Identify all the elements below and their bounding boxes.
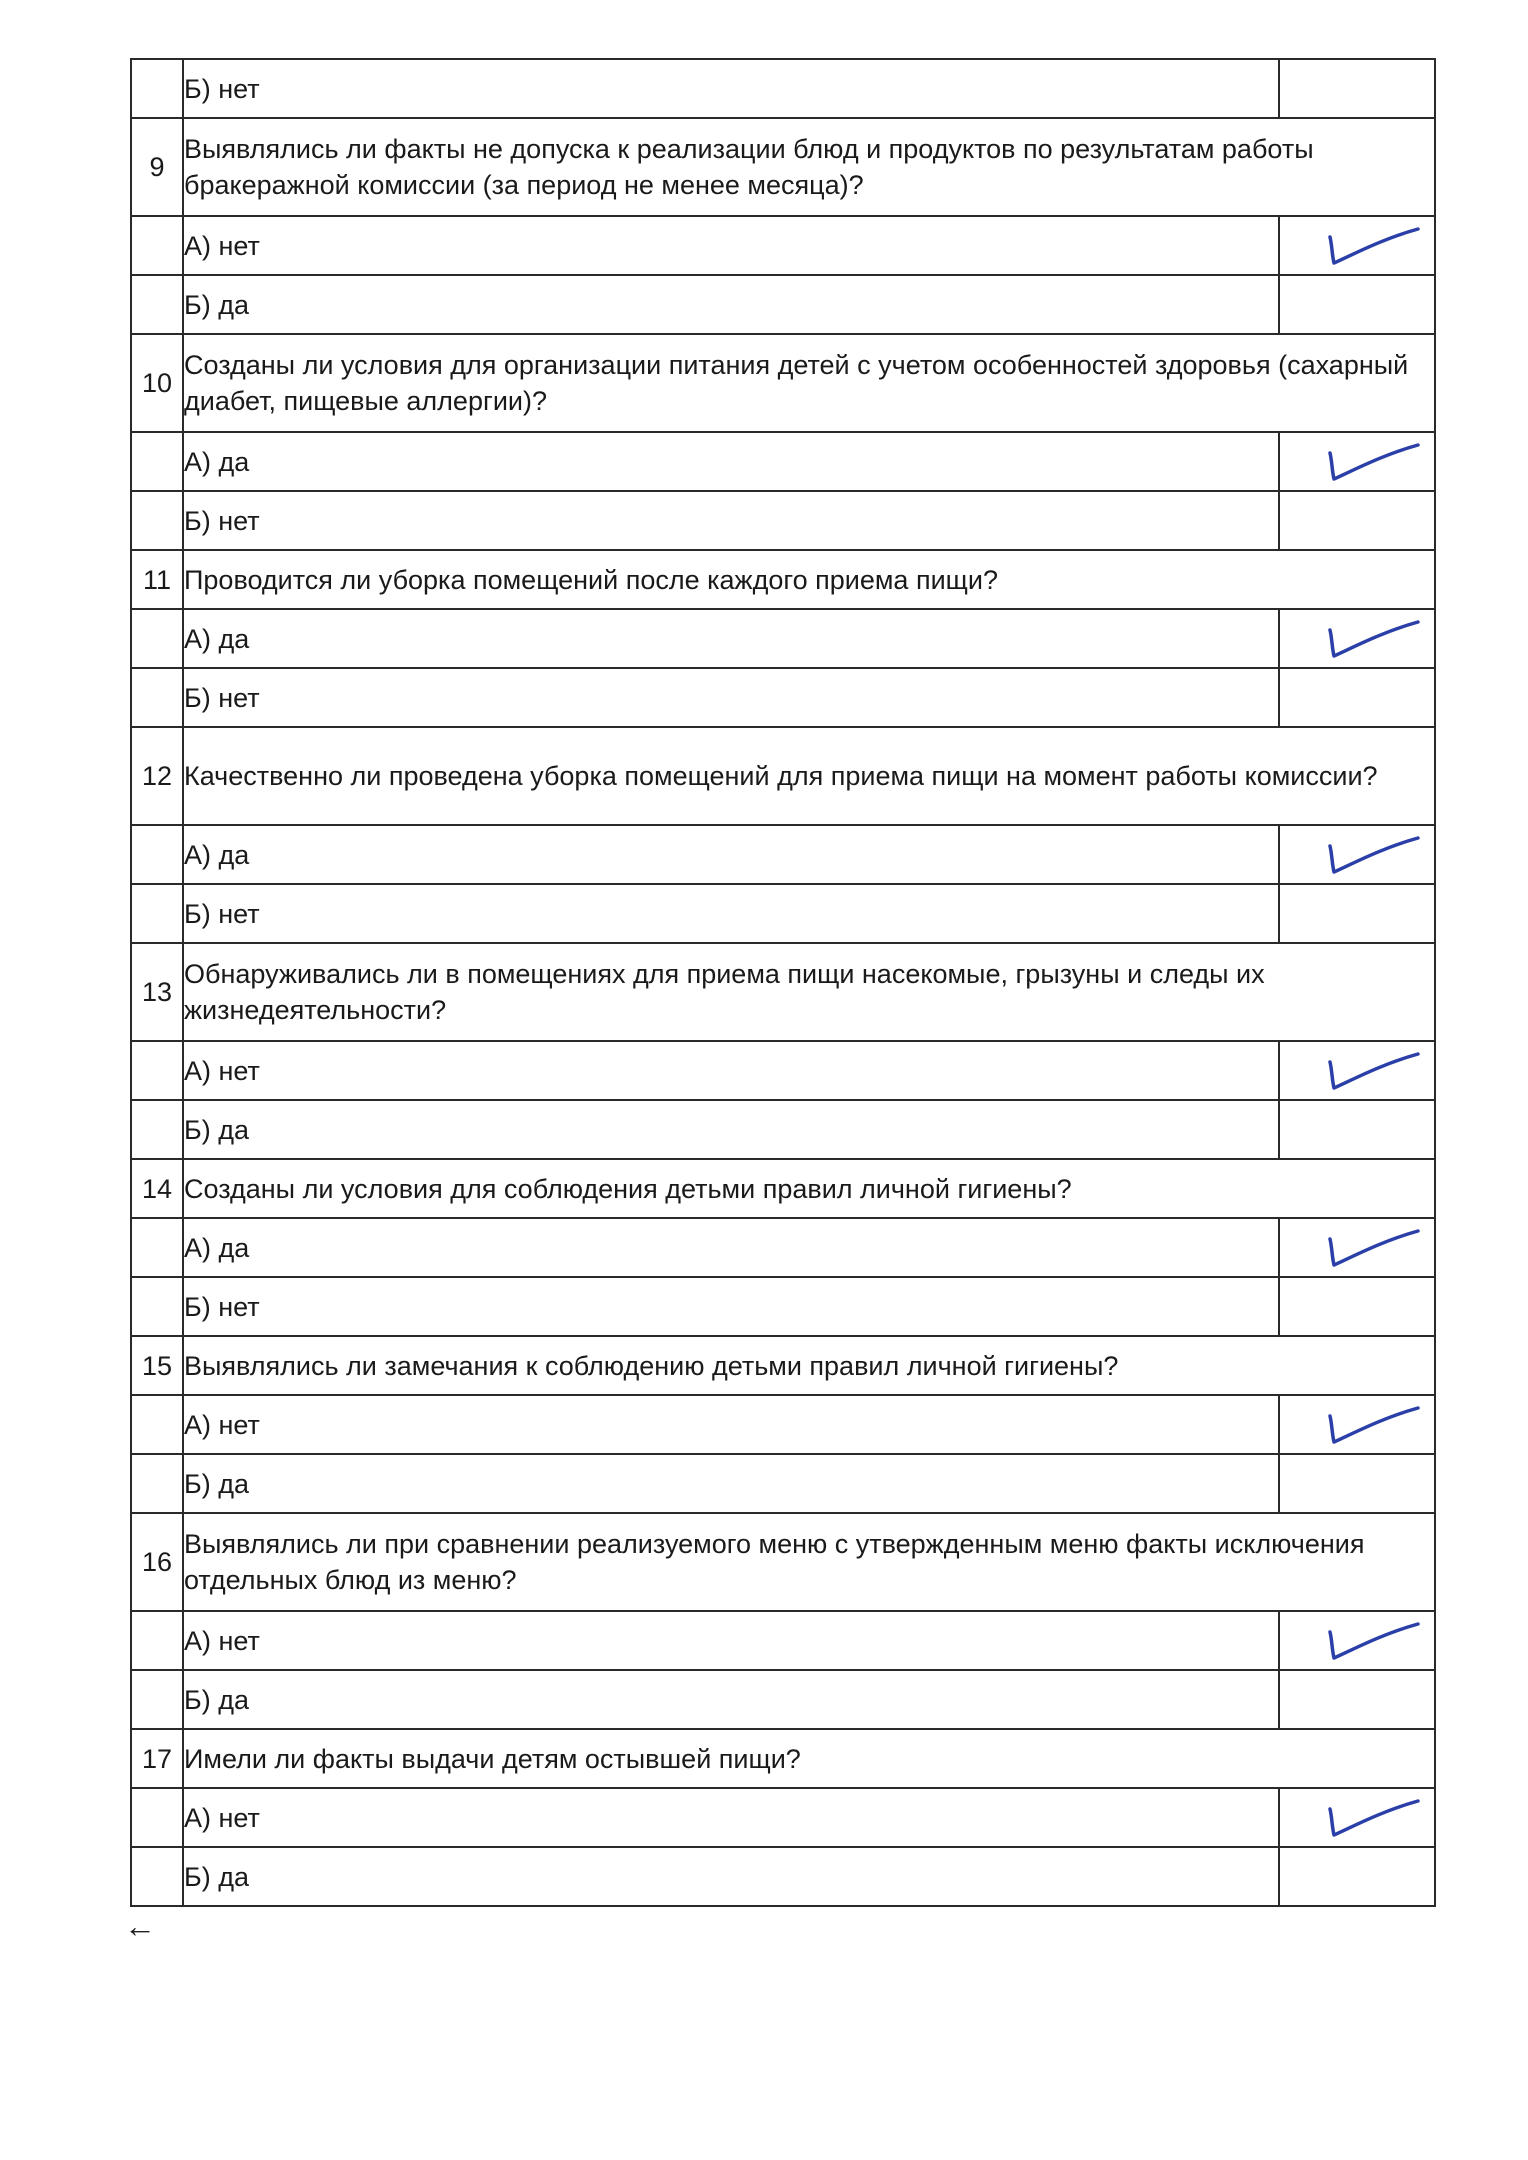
answer-row: [131, 432, 1435, 491]
question-text: Обнаруживались ли в помещениях для приема пищи насекомые, грызуны и следы их жизнедеятельности?: [183, 943, 1435, 1041]
answer-row: [131, 884, 1435, 943]
answer-mark-cell[interactable]: [1279, 1670, 1435, 1729]
answer-mark-cell[interactable]: [1279, 609, 1435, 668]
question-row: [131, 727, 1435, 825]
question-number: 15: [131, 1336, 183, 1395]
answer-mark-cell[interactable]: [1279, 1395, 1435, 1454]
footer-arrow: ←: [124, 1908, 156, 1944]
answer-row: [131, 275, 1435, 334]
answer-number-cell: [131, 1041, 183, 1100]
question-text: Созданы ли условия для соблюдения детьми правил личной гигиены?: [183, 1159, 1435, 1218]
handwritten-checkmark-icon: [1322, 1797, 1422, 1839]
answer-mark-cell[interactable]: [1279, 1611, 1435, 1670]
answer-option-text: А) нет: [183, 1788, 1279, 1847]
answer-option-text: Б) да: [183, 275, 1279, 334]
question-text: Качественно ли проведена уборка помещений для приема пищи на момент работы комиссии?: [183, 727, 1435, 825]
answer-mark-cell[interactable]: [1279, 59, 1435, 118]
handwritten-checkmark-icon: [1322, 834, 1422, 876]
answer-row: [131, 1100, 1435, 1159]
question-number: 14: [131, 1159, 183, 1218]
handwritten-checkmark-icon: [1322, 1620, 1422, 1662]
answer-option-text: Б) да: [183, 1100, 1279, 1159]
handwritten-checkmark-icon: [1322, 1050, 1422, 1092]
answer-row: [131, 1218, 1435, 1277]
handwritten-checkmark-icon: [1322, 1227, 1422, 1269]
question-number: 9: [131, 118, 183, 216]
answer-number-cell: [131, 59, 183, 118]
answer-mark-cell[interactable]: [1279, 884, 1435, 943]
question-number: 17: [131, 1729, 183, 1788]
answer-mark-cell[interactable]: [1279, 432, 1435, 491]
question-row: [131, 334, 1435, 432]
answer-option-text: А) да: [183, 609, 1279, 668]
answer-option-text: А) нет: [183, 216, 1279, 275]
answer-number-cell: [131, 1611, 183, 1670]
question-number: 16: [131, 1513, 183, 1611]
answer-option-text: А) да: [183, 825, 1279, 884]
answer-number-cell: [131, 825, 183, 884]
question-number: 10: [131, 334, 183, 432]
answer-number-cell: [131, 668, 183, 727]
question-number: 11: [131, 550, 183, 609]
answer-mark-cell[interactable]: [1279, 1218, 1435, 1277]
answer-mark-cell[interactable]: [1279, 1788, 1435, 1847]
answer-row: [131, 1670, 1435, 1729]
answer-mark-cell[interactable]: [1279, 1847, 1435, 1906]
answer-number-cell: [131, 1395, 183, 1454]
handwritten-checkmark-icon: [1322, 618, 1422, 660]
answer-option-text: Б) нет: [183, 491, 1279, 550]
answer-mark-cell[interactable]: [1279, 1454, 1435, 1513]
question-row: [131, 550, 1435, 609]
question-row: [131, 1159, 1435, 1218]
handwritten-checkmark-icon: [1322, 441, 1422, 483]
answer-number-cell: [131, 432, 183, 491]
answer-row: [131, 1041, 1435, 1100]
answer-mark-cell[interactable]: [1279, 1041, 1435, 1100]
answer-row: [131, 491, 1435, 550]
question-text: Выявлялись ли при сравнении реализуемого меню с утвержденным меню факты исключения отдельных блюд из меню?: [183, 1513, 1435, 1611]
answer-mark-cell[interactable]: [1279, 1277, 1435, 1336]
answer-option-text: Б) нет: [183, 1277, 1279, 1336]
answer-option-text: А) нет: [183, 1395, 1279, 1454]
answer-number-cell: [131, 491, 183, 550]
answer-row: [131, 668, 1435, 727]
answer-number-cell: [131, 1100, 183, 1159]
question-row: [131, 1336, 1435, 1395]
answer-row: [131, 216, 1435, 275]
question-text: Выявлялись ли факты не допуска к реализации блюд и продуктов по результатам работы бракеражной комиссии (за период не менее месяца)?: [183, 118, 1435, 216]
survey-table: [130, 58, 1436, 1907]
question-text: Созданы ли условия для организации питания детей с учетом особенностей здоровья (сахарный диабет, пищевые аллергии)?: [183, 334, 1435, 432]
answer-option-text: Б) да: [183, 1847, 1279, 1906]
answer-row: [131, 1611, 1435, 1670]
answer-number-cell: [131, 1277, 183, 1336]
question-text: Выявлялись ли замечания к соблюдению детьми правил личной гигиены?: [183, 1336, 1435, 1395]
answer-row: [131, 59, 1435, 118]
handwritten-checkmark-icon: [1322, 1404, 1422, 1446]
answer-option-text: А) нет: [183, 1611, 1279, 1670]
answer-row: [131, 1847, 1435, 1906]
answer-option-text: Б) да: [183, 1670, 1279, 1729]
survey-table-body: [131, 59, 1435, 1906]
handwritten-checkmark-icon: [1322, 225, 1422, 267]
answer-option-text: А) да: [183, 1218, 1279, 1277]
answer-number-cell: [131, 216, 183, 275]
answer-number-cell: [131, 1788, 183, 1847]
answer-option-text: А) нет: [183, 1041, 1279, 1100]
answer-row: [131, 1788, 1435, 1847]
question-text: Имели ли факты выдачи детям остывшей пищи?: [183, 1729, 1435, 1788]
question-number: 13: [131, 943, 183, 1041]
answer-mark-cell[interactable]: [1279, 491, 1435, 550]
answer-option-text: А) да: [183, 432, 1279, 491]
answer-row: [131, 1454, 1435, 1513]
question-row: [131, 1513, 1435, 1611]
answer-mark-cell[interactable]: [1279, 216, 1435, 275]
answer-mark-cell[interactable]: [1279, 668, 1435, 727]
answer-option-text: Б) нет: [183, 668, 1279, 727]
answer-option-text: Б) нет: [183, 884, 1279, 943]
answer-number-cell: [131, 1847, 183, 1906]
question-row: [131, 943, 1435, 1041]
question-text: Проводится ли уборка помещений после каждого приема пищи?: [183, 550, 1435, 609]
answer-row: [131, 1277, 1435, 1336]
answer-row: [131, 1395, 1435, 1454]
answer-row: [131, 609, 1435, 668]
answer-option-text: Б) да: [183, 1454, 1279, 1513]
answer-number-cell: [131, 1670, 183, 1729]
question-row: [131, 1729, 1435, 1788]
question-row: [131, 118, 1435, 216]
answer-number-cell: [131, 1454, 183, 1513]
answer-number-cell: [131, 1218, 183, 1277]
answer-mark-cell[interactable]: [1279, 1100, 1435, 1159]
question-number: 12: [131, 727, 183, 825]
answer-mark-cell[interactable]: [1279, 825, 1435, 884]
answer-mark-cell[interactable]: [1279, 275, 1435, 334]
answer-number-cell: [131, 609, 183, 668]
answer-number-cell: [131, 275, 183, 334]
answer-row: [131, 825, 1435, 884]
answer-option-text: Б) нет: [183, 59, 1279, 118]
answer-number-cell: [131, 884, 183, 943]
